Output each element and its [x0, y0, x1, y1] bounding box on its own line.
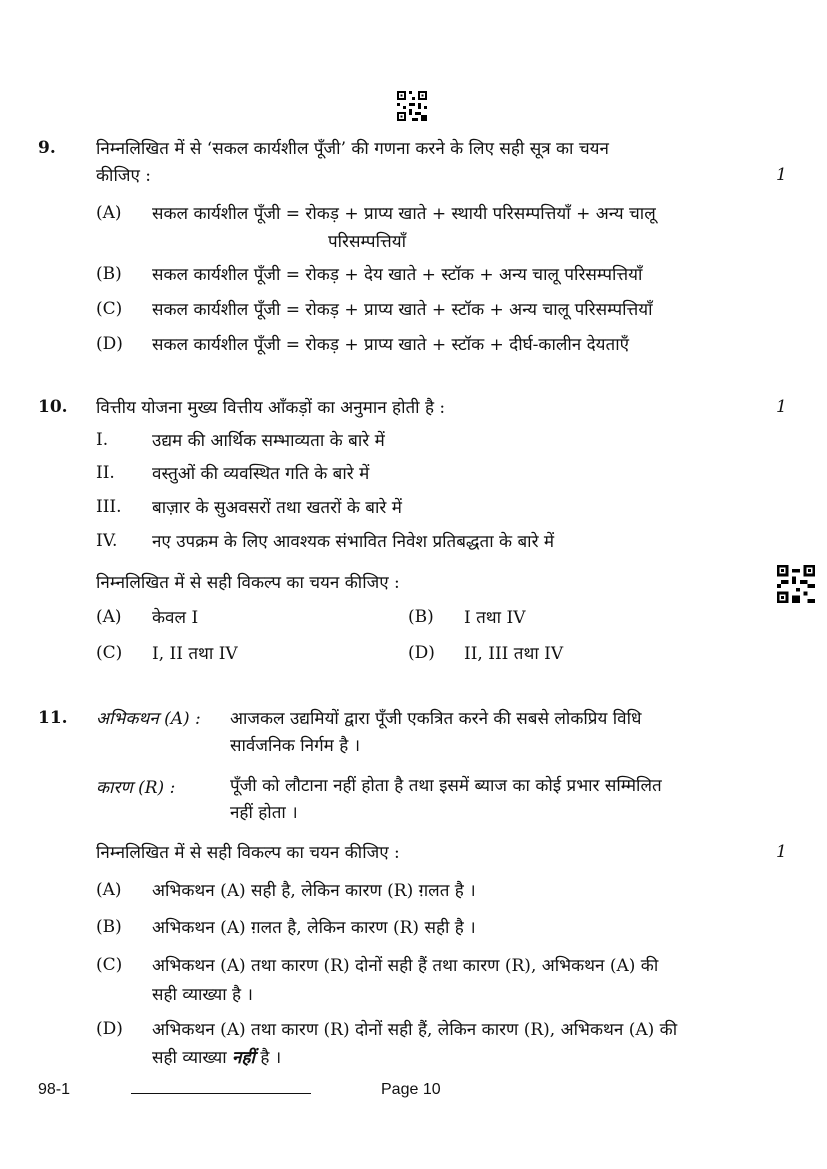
q9-option-a-label: (A): [96, 203, 122, 223]
q10-option-c-label: (C): [96, 643, 123, 663]
q10-item-1-text: उद्यम की आर्थिक सम्भाव्यता के बारे में: [152, 431, 385, 451]
q10-item-2-label: II.: [96, 463, 115, 483]
footer-code: 98-1: [38, 1081, 71, 1098]
question-9-stem-line2: कीजिए :: [96, 166, 152, 186]
q11-option-b-text: अभिकथन (A) ग़लत है, लेकिन कारण (R) सही है ।: [152, 918, 476, 938]
qr-code-top: [397, 91, 427, 121]
q10-option-a-text: केवल I: [152, 608, 199, 628]
q11-option-d-text-post: है ।: [260, 1048, 282, 1068]
q9-option-b-text: सकल कार्यशील पूँजी = रोकड़ + देय खाते + स्टॉक + अन्य चालू परिसम्पत्तियाँ: [152, 265, 643, 285]
q10-item-2-text: वस्तुओं की व्यवस्थित गति के बारे में: [152, 464, 370, 484]
question-9-stem-line1: निम्नलिखित में से ‘सकल कार्यशील पूँजी’ की गणना करने के लिए सही सूत्र का चयन: [96, 139, 609, 159]
q11-instruction: निम्नलिखित में से सही विकल्प का चयन कीजिए :: [96, 843, 400, 863]
q11-option-c-text: अभिकथन (A) तथा कारण (R) दोनों सही हैं तथा कारण (R), अभिकथन (A) की: [152, 956, 659, 976]
q11-option-d-text-pre: सही व्याख्या: [152, 1048, 227, 1068]
q10-option-b-label: (B): [408, 607, 434, 627]
q11-assertion-line2: सार्वजनिक निर्गम है ।: [230, 736, 361, 756]
q9-option-d-label: (D): [96, 334, 123, 354]
q10-option-d-label: (D): [408, 643, 435, 663]
q10-item-4-label: IV.: [96, 531, 118, 551]
q11-option-d-label: (D): [96, 1019, 123, 1039]
question-10-stem: वित्तीय योजना मुख्य वित्तीय आँकड़ों का अनुमान होती है :: [96, 398, 446, 418]
q11-option-c-label: (C): [96, 955, 123, 975]
qr-code-side: [777, 565, 815, 603]
q11-option-b-label: (B): [96, 917, 122, 937]
q11-option-a-label: (A): [96, 880, 122, 900]
q11-reason-line1: पूँजी को लौटाना नहीं होता है तथा इसमें ब्याज का कोई प्रभार सम्मिलित: [230, 776, 662, 796]
q9-option-c-label: (C): [96, 299, 123, 319]
question-10-mark: 1: [776, 397, 787, 417]
q10-option-a-label: (A): [96, 607, 122, 627]
question-11-number: 11.: [38, 708, 68, 728]
q10-item-3-text: बाज़ार के सुअवसरों तथा खतरों के बारे में: [152, 498, 402, 518]
q9-option-a-text-cont: परिसम्पत्तियाँ: [328, 232, 406, 252]
q9-option-a-text: सकल कार्यशील पूँजी = रोकड़ + प्राप्य खाते + स्थायी परिसम्पत्तियाँ + अन्य चालू: [152, 204, 656, 224]
question-10-number: 10.: [38, 397, 68, 417]
question-11-mark: 1: [776, 842, 787, 862]
footer-page-number: Page 10: [381, 1081, 441, 1098]
q10-option-b-text: I तथा IV: [464, 608, 526, 628]
q11-option-c-text-cont: सही व्याख्या है ।: [152, 985, 253, 1005]
q10-item-1-label: I.: [96, 430, 109, 450]
q10-option-d-text: II, III तथा IV: [464, 644, 564, 664]
q11-assertion-label: अभिकथन (A) :: [96, 709, 201, 729]
q11-reason-line2: नहीं होता ।: [230, 803, 298, 823]
q11-option-a-text: अभिकथन (A) सही है, लेकिन कारण (R) ग़लत है ।: [152, 881, 476, 901]
q9-option-c-text: सकल कार्यशील पूँजी = रोकड़ + प्राप्य खाते + स्टॉक + अन्य चालू परिसम्पत्तियाँ: [152, 300, 653, 320]
question-9-mark: 1: [776, 165, 787, 185]
question-9-number: 9.: [38, 138, 56, 158]
q9-option-b-label: (B): [96, 264, 122, 284]
q11-option-d-text-cont: [152, 1045, 281, 1068]
q10-instruction: निम्नलिखित में से सही विकल्प का चयन कीजिए :: [96, 573, 400, 593]
q9-option-d-text: सकल कार्यशील पूँजी = रोकड़ + प्राप्य खाते + स्टॉक + दीर्घ-कालीन देयताएँ: [152, 335, 630, 355]
q10-item-3-label: III.: [96, 497, 122, 517]
q11-option-d-text-emphasis: नहीं: [232, 1048, 255, 1068]
q10-item-4-text: नए उपक्रम के लिए आवश्यक संभावित निवेश प्रतिबद्धता के बारे में: [152, 532, 555, 552]
q11-option-d-text: अभिकथन (A) तथा कारण (R) दोनों सही हैं, लेकिन कारण (R), अभिकथन (A) की: [152, 1020, 678, 1040]
q10-option-c-text: I, II तथा IV: [152, 644, 238, 664]
q11-reason-label: कारण (R) :: [96, 778, 176, 798]
q11-assertion-line1: आजकल उद्यमियों द्वारा पूँजी एकत्रित करने की सबसे लोकप्रिय विधि: [230, 709, 642, 729]
footer-rule: [131, 1093, 311, 1094]
